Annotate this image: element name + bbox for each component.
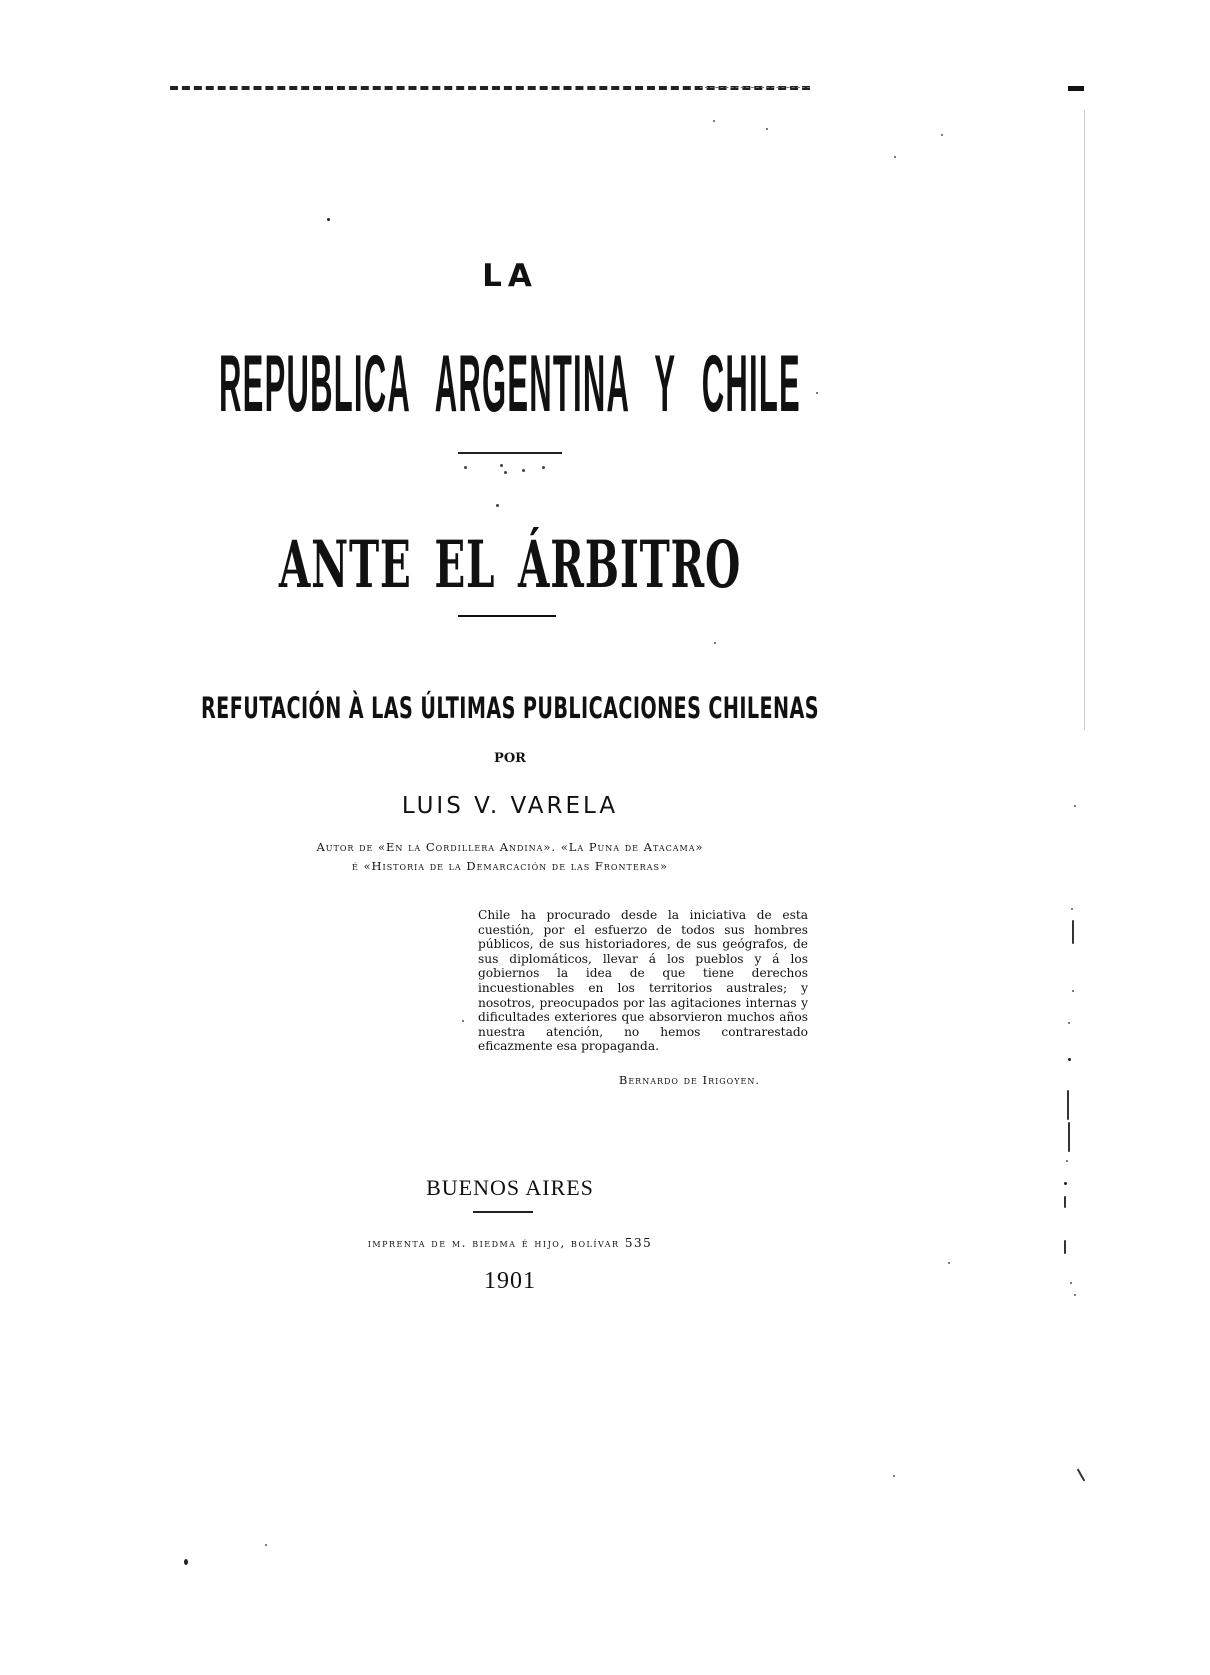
imprint-divider: [473, 1211, 533, 1213]
byline-por: POR: [494, 751, 526, 766]
top-scan-rule-faint: [700, 87, 810, 88]
author-works-line-2: é «Historia de la Demarcación de las Fronteras»: [351, 859, 668, 873]
author-works-line-1: Autor de «En la Cordillera Andina». «La Puna de Atacama»: [316, 840, 704, 854]
right-margin-rule: [1084, 110, 1085, 730]
title-article: LA: [482, 258, 538, 294]
epigraph-text: Chile ha procurado desde la iniciativa de esta cuestión, por el esfuerzo de todos sus hombres públicos, de sus historiadores, de sus geógrafos, de sus diplomáticos, llevar á los pueblos y á los gobiernos la idea de que tiene derechos incuestionables en los territorios australes; y nosotros, preocupados por las agitaciones internas y dificultades exteriores que absorvieron muchos años nuestra atención, no hemos contrarestado eficazmente esa propaganda.: [478, 908, 808, 1054]
imprint-press: imprenta de m. biedma é hijo, bolívar 535: [367, 1236, 653, 1250]
ornament-rule: [458, 452, 562, 454]
ornament-dots: [458, 466, 558, 476]
author-name: LUIS V. VARELA: [401, 793, 619, 819]
imprint-year: 1901: [484, 1268, 536, 1294]
imprint-city: BUENOS AIRES: [426, 1175, 594, 1200]
main-title: REPUBLICA ARGENTINA Y CHILE: [219, 338, 801, 429]
author-works: [0, 838, 1020, 876]
epigraph-signature: Bernardo de Irigoyen.: [618, 1073, 760, 1087]
subtitle: REFUTACIÓN À LAS ÚLTIMAS PUBLICACIONES CHILENAS: [201, 691, 819, 726]
top-right-scan-mark: [1068, 86, 1084, 91]
title-divider: [458, 615, 556, 617]
secondary-title: ANTE EL ÁRBITRO: [278, 526, 742, 603]
